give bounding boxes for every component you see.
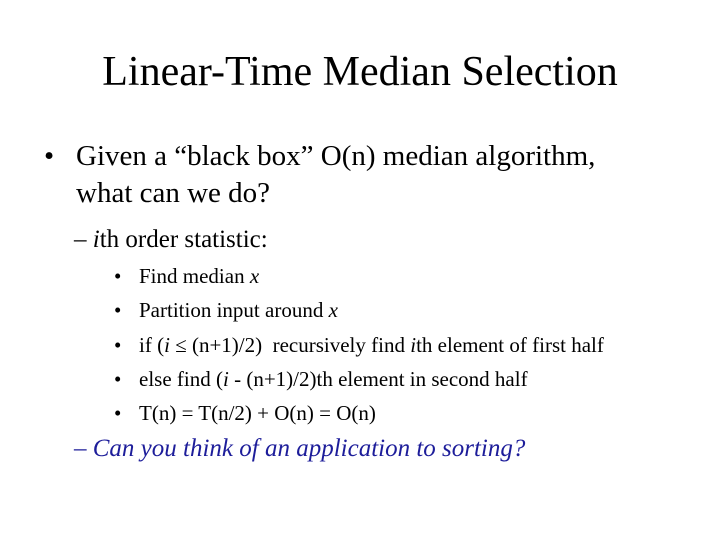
bullet-marker: • xyxy=(114,367,122,391)
question-text: Can you think of an application to sorting? xyxy=(92,435,526,462)
bullet-line-2: what can we do? xyxy=(76,177,271,209)
step-text xyxy=(139,263,259,289)
bullet-marker: • xyxy=(114,401,122,425)
step-text xyxy=(139,297,338,323)
slide-title: Linear-Time Median Selection xyxy=(102,49,618,95)
step-text xyxy=(139,366,528,392)
step-text-c: th element of first half xyxy=(416,333,604,357)
sub-bullet-text: th order statistic: xyxy=(99,226,268,253)
bullet-marker: • xyxy=(44,140,55,172)
dash-marker: – xyxy=(74,435,87,462)
italic-i: i xyxy=(222,367,229,391)
step-text-b: - (n+1)/2)th element in second half xyxy=(228,367,528,391)
sub-bullet-sorting-question xyxy=(74,432,694,466)
step-text-a: Partition input around xyxy=(139,298,329,322)
italic-i: i xyxy=(410,333,417,357)
bullet-marker: • xyxy=(114,298,122,322)
bullet-marker: • xyxy=(114,333,122,357)
italic-i: i xyxy=(92,226,100,253)
step-text-a: Find median xyxy=(139,264,250,288)
step-text: T(n) = T(n/2) + O(n) = O(n) xyxy=(139,401,376,425)
italic-i: i xyxy=(164,333,170,357)
bullet-text xyxy=(76,138,696,212)
bullet-marker: • xyxy=(114,264,122,288)
step-text-b: ≤ (n+1)/2) recursively find xyxy=(169,333,411,357)
italic-x: x xyxy=(249,264,260,288)
sub-bullet-ith-order-statistic xyxy=(74,223,694,257)
bullet-line-1: Given a “black box” O(n) median algorithm, xyxy=(76,140,596,172)
step-text-a: else find ( xyxy=(139,367,223,391)
dash-marker: – xyxy=(74,226,87,253)
step-text xyxy=(139,332,604,358)
italic-x: x xyxy=(328,298,338,322)
step-text-a: if ( xyxy=(139,333,165,357)
